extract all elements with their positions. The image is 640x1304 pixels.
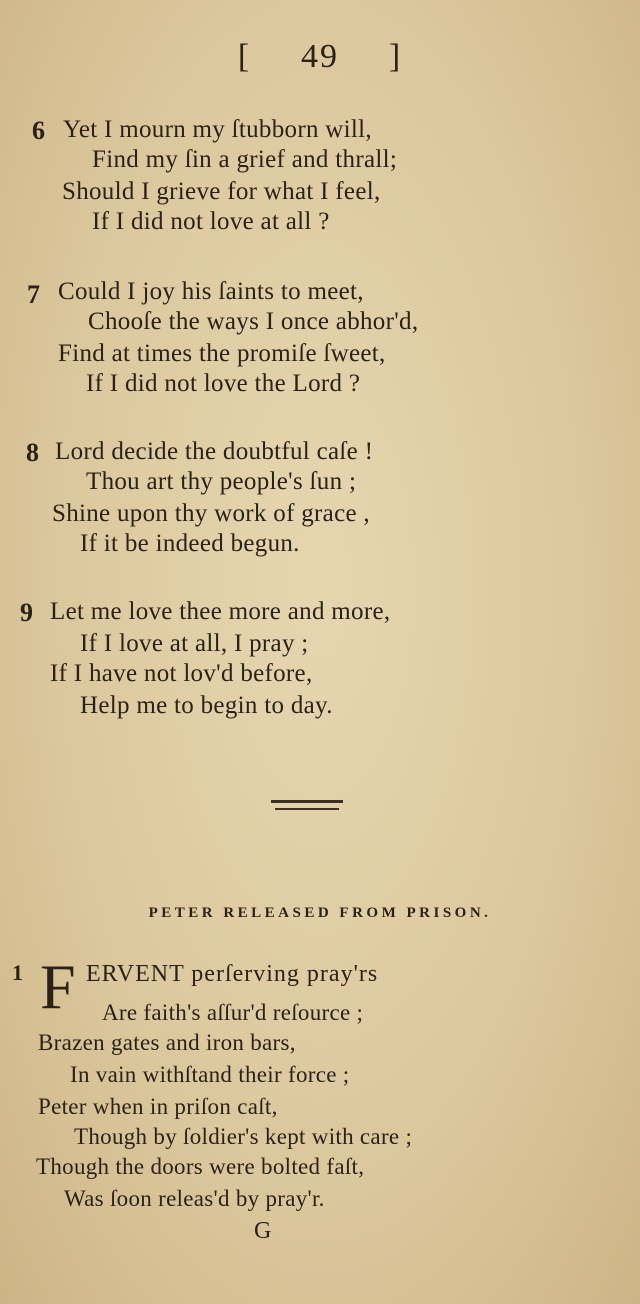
stanza-number: 7 xyxy=(27,280,40,309)
page-header xyxy=(0,38,640,76)
stanza-number: 1 xyxy=(12,960,23,985)
verse-line: Lord decide the doubtful caſe ! xyxy=(55,438,374,465)
verse-line: Though the doors were bolted faſt, xyxy=(36,1154,365,1179)
signature-mark: G xyxy=(254,1218,272,1244)
verse-line: Are faith's aſſur'd reſource ; xyxy=(102,1000,364,1025)
verse-line: Help me to begin to day. xyxy=(80,692,333,719)
verse-line: Chooſe the ways I once abhor'd, xyxy=(88,308,419,335)
verse-line: If it be indeed begun. xyxy=(80,530,300,557)
stanza-number: 8 xyxy=(26,438,39,467)
hymn-title: PETER RELEASED FROM PRISON. xyxy=(148,905,492,921)
verse-line: Shine upon thy work of grace , xyxy=(52,500,370,527)
verse-line: If I did not love at all ? xyxy=(92,208,330,235)
bracket-right: ] xyxy=(388,38,403,75)
verse-line: Yet I mourn my ſtubborn will, xyxy=(63,116,372,143)
verse-line: Was ſoon releas'd by pray'r. xyxy=(64,1186,325,1211)
verse-line: Find at times the promiſe ſweet, xyxy=(58,340,386,367)
verse-line: If I love at all, I pray ; xyxy=(80,630,309,657)
section-divider-underline xyxy=(275,808,339,810)
verse-line: Brazen gates and iron bars, xyxy=(38,1030,296,1055)
drop-cap: F xyxy=(40,951,76,1022)
bracket-left: [ xyxy=(237,38,252,75)
stanza-number: 6 xyxy=(32,116,45,145)
verse-line: Peter when in priſon caſt, xyxy=(38,1094,278,1119)
verse-line-first: ERVENT perſerving pray'rs xyxy=(86,961,379,987)
verse-line: Find my ſin a grief and thrall; xyxy=(92,146,398,173)
page-number: 49 xyxy=(301,38,339,75)
stanza-number: 9 xyxy=(20,598,33,627)
verse-line: Though by ſoldier's kept with care ; xyxy=(74,1124,413,1149)
section-divider xyxy=(271,800,343,803)
verse-line: In vain withſtand their force ; xyxy=(70,1062,350,1087)
verse-line: Let me love thee more and more, xyxy=(50,598,391,625)
verse-line: Could I joy his ſaints to meet, xyxy=(58,278,364,305)
verse-line: If I did not love the Lord ? xyxy=(86,370,361,397)
verse-line: Should I grieve for what I feel, xyxy=(62,178,381,205)
verse-line: Thou art thy people's ſun ; xyxy=(86,468,357,495)
verse-line: If I have not lov'd before, xyxy=(50,660,313,687)
